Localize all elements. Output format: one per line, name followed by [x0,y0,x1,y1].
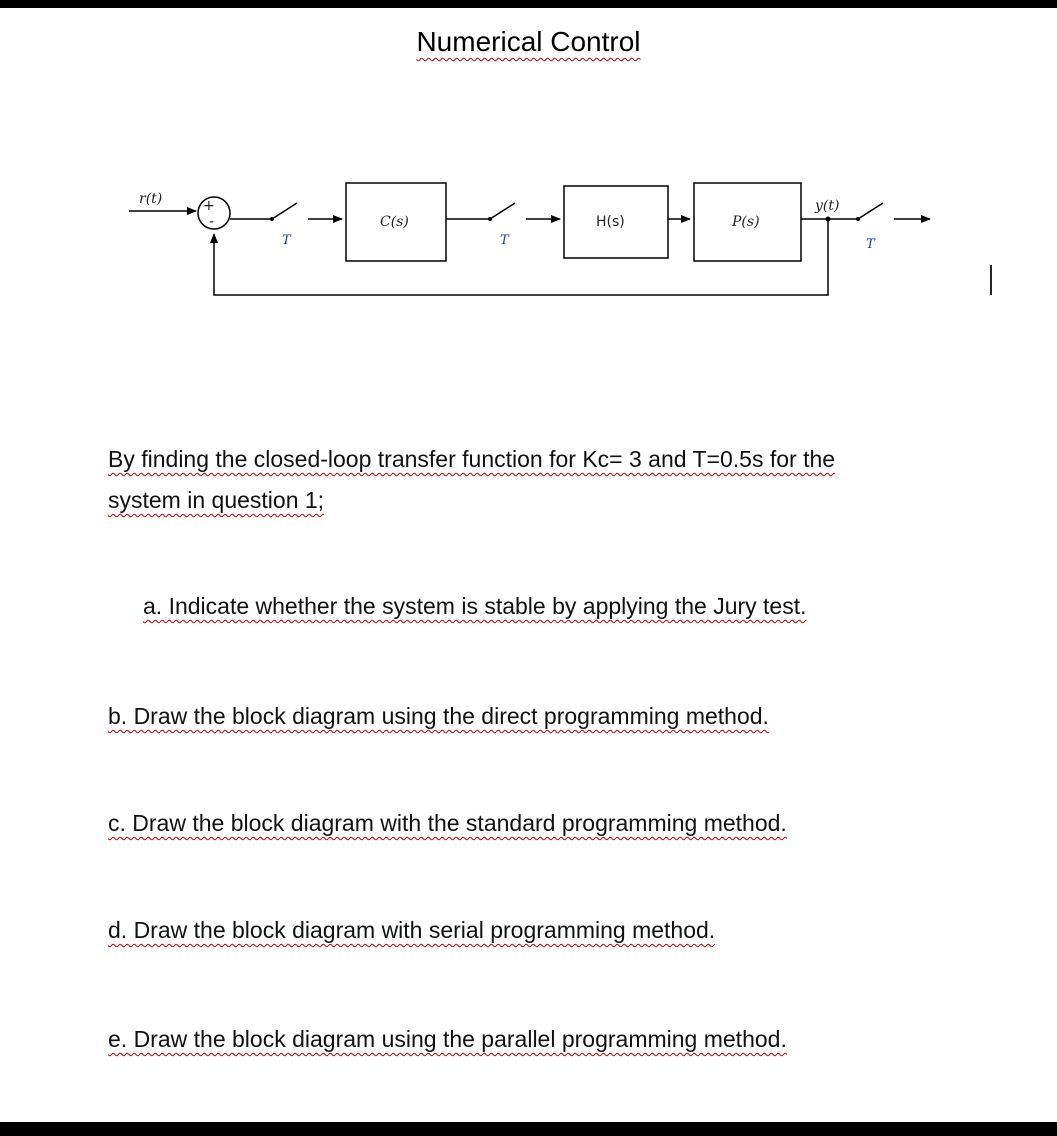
question-item-c: c. Draw the block diagram with the standard programming method. [108,810,787,836]
question-item-e: e. Draw the block diagram using the parallel programming method. [108,1026,787,1052]
sampler-1-switch [272,203,297,219]
output-label: y(t) [815,198,840,214]
sampler-3-switch [858,203,883,219]
sum-plus-sign: + [203,198,215,214]
question-item-b: b. Draw the block diagram using the direct programming method. [108,703,769,729]
sampler-3-label: T [866,237,875,252]
sampler-2-label: T [500,233,509,248]
plant-block-label: P(s) [732,214,760,230]
hold-block-label: H(s) [596,214,625,230]
text-cursor [990,265,992,295]
page-title: Numerical Control [416,26,641,57]
sum-minus-sign: - [209,214,215,230]
question-intro-line-2: system in question 1; [108,487,325,513]
block-diagram [0,8,1057,328]
question-item-a: a. Indicate whether the system is stable by applying the Jury test. [143,593,807,619]
question-item-d: d. Draw the block diagram with serial programming method. [108,917,716,943]
sampler-1-label: T [282,233,291,248]
input-label: r(t) [139,191,163,207]
question-intro-line-1: By finding the closed-loop transfer function for Kc= 3 and T=0.5s for the [108,446,836,472]
sampler-2-switch [490,203,515,219]
controller-block-label: C(s) [380,214,409,230]
document-page [0,8,1057,1122]
